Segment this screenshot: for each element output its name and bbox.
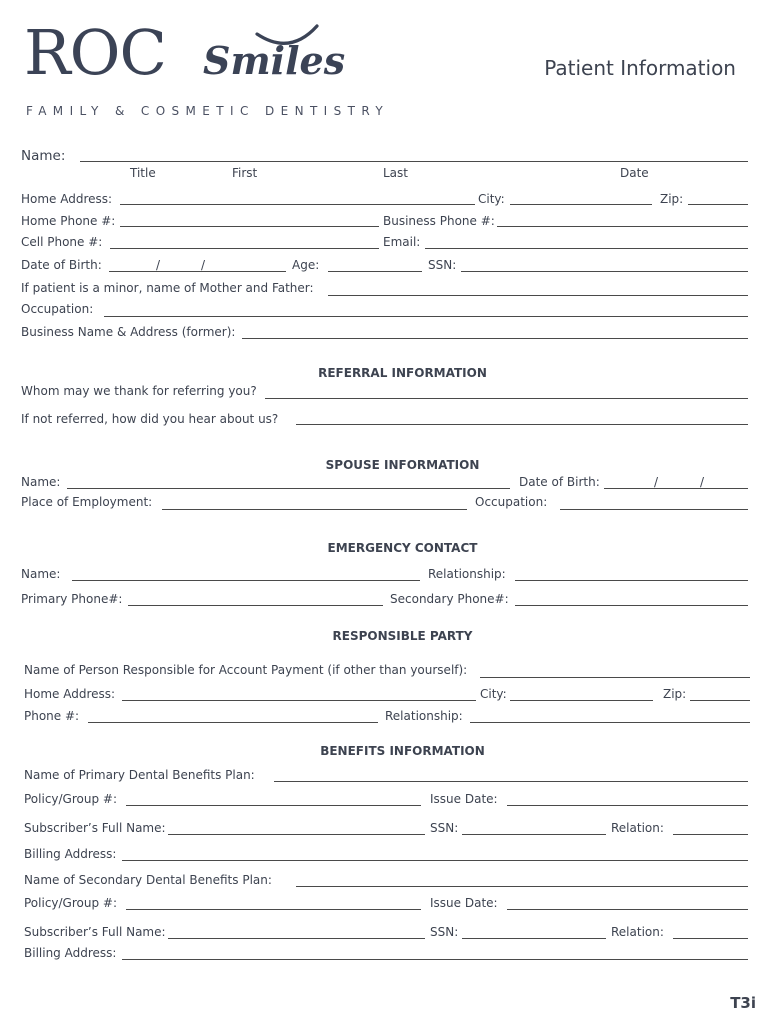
cell-phone-field[interactable] bbox=[110, 248, 379, 249]
email-label: Email: bbox=[383, 235, 421, 249]
subscriber-name-label: Subscriber’s Full Name: bbox=[24, 925, 166, 939]
spouse-employment-label: Place of Employment: bbox=[21, 495, 153, 509]
subscriber-name-field[interactable] bbox=[168, 834, 425, 835]
referral-thank-field[interactable] bbox=[265, 398, 748, 399]
secondary-plan-field[interactable] bbox=[296, 886, 748, 887]
issue-date-label: Issue Date: bbox=[430, 792, 498, 806]
cell-phone-label: Cell Phone #: bbox=[21, 235, 103, 249]
ssn-field[interactable] bbox=[461, 271, 748, 272]
subscriber-name-label: Subscriber’s Full Name: bbox=[24, 821, 166, 835]
logo-smiles-text: Smiles bbox=[203, 38, 346, 83]
name-first-sublabel: First bbox=[232, 166, 258, 180]
issue-date-field[interactable] bbox=[507, 805, 748, 806]
benefits-heading: BENEFITS INFORMATION bbox=[320, 744, 485, 758]
form-code: T3i bbox=[730, 994, 756, 1012]
city-field[interactable] bbox=[510, 204, 652, 205]
responsible-zip-field[interactable] bbox=[690, 700, 750, 701]
city-label: City: bbox=[478, 192, 505, 206]
subscriber-relation-label: Relation: bbox=[611, 925, 664, 939]
emergency-name-label: Name: bbox=[21, 567, 61, 581]
spouse-employment-field[interactable] bbox=[162, 509, 467, 510]
subscriber-ssn-field[interactable] bbox=[462, 938, 606, 939]
dob-field[interactable] bbox=[109, 271, 286, 272]
business-phone-label: Business Phone #: bbox=[383, 214, 495, 228]
home-address-field[interactable] bbox=[120, 204, 475, 205]
minor-parents-field[interactable] bbox=[328, 295, 748, 296]
subscriber-ssn-field[interactable] bbox=[462, 834, 606, 835]
business-name-label: Business Name & Address (former): bbox=[21, 325, 236, 339]
responsible-person-field[interactable] bbox=[480, 677, 750, 678]
referral-heading: REFERRAL INFORMATION bbox=[318, 366, 487, 380]
emergency-heading: EMERGENCY CONTACT bbox=[327, 541, 478, 555]
age-label: Age: bbox=[292, 258, 320, 272]
home-address-label: Home Address: bbox=[21, 192, 113, 206]
responsible-city-field[interactable] bbox=[510, 700, 653, 701]
responsible-relationship-label: Relationship: bbox=[385, 709, 463, 723]
policy-group-field[interactable] bbox=[126, 909, 421, 910]
occupation-label: Occupation: bbox=[21, 302, 94, 316]
home-phone-label: Home Phone #: bbox=[21, 214, 116, 228]
name-last-sublabel: Last bbox=[383, 166, 408, 180]
dob-slash: / bbox=[201, 258, 206, 272]
home-phone-field[interactable] bbox=[120, 226, 379, 227]
spouse-occupation-label: Occupation: bbox=[475, 495, 548, 509]
name-label: Name: bbox=[21, 148, 66, 164]
zip-field[interactable] bbox=[688, 204, 748, 205]
spouse-occupation-field[interactable] bbox=[560, 509, 748, 510]
billing-address-label: Billing Address: bbox=[24, 946, 117, 960]
spouse-dob-field[interactable] bbox=[604, 488, 748, 489]
subscriber-name-field[interactable] bbox=[168, 938, 425, 939]
referral-thank-label: Whom may we thank for referring you? bbox=[21, 384, 257, 398]
policy-group-field[interactable] bbox=[126, 805, 421, 806]
name-field[interactable] bbox=[80, 161, 748, 162]
subscriber-relation-field[interactable] bbox=[673, 834, 748, 835]
emergency-relationship-label: Relationship: bbox=[428, 567, 506, 581]
issue-date-field[interactable] bbox=[507, 909, 748, 910]
spouse-heading: SPOUSE INFORMATION bbox=[325, 458, 480, 472]
subscriber-ssn-label: SSN: bbox=[430, 925, 459, 939]
primary-phone-label: Primary Phone#: bbox=[21, 592, 123, 606]
responsible-address-label: Home Address: bbox=[24, 687, 116, 701]
spouse-dob-label: Date of Birth: bbox=[519, 475, 600, 489]
responsible-address-field[interactable] bbox=[122, 700, 476, 701]
responsible-phone-field[interactable] bbox=[88, 722, 378, 723]
name-date-sublabel: Date bbox=[620, 166, 649, 180]
spouse-name-field[interactable] bbox=[67, 488, 510, 489]
responsible-person-label: Name of Person Responsible for Account Payment (if other than yourself): bbox=[24, 663, 468, 677]
issue-date-label: Issue Date: bbox=[430, 896, 498, 910]
emergency-relationship-field[interactable] bbox=[515, 580, 748, 581]
business-name-field[interactable] bbox=[242, 338, 748, 339]
email-field[interactable] bbox=[425, 248, 748, 249]
dob-slash: / bbox=[156, 258, 161, 272]
emergency-name-field[interactable] bbox=[72, 580, 420, 581]
policy-group-label: Policy/Group #: bbox=[24, 792, 118, 806]
not-referred-field[interactable] bbox=[296, 424, 748, 425]
billing-address-label: Billing Address: bbox=[24, 847, 117, 861]
dob-label: Date of Birth: bbox=[21, 258, 102, 272]
not-referred-label: If not referred, how did you hear about us? bbox=[21, 412, 279, 426]
primary-phone-field[interactable] bbox=[128, 605, 383, 606]
ssn-label: SSN: bbox=[428, 258, 457, 272]
secondary-phone-label: Secondary Phone#: bbox=[390, 592, 509, 606]
subscriber-relation-label: Relation: bbox=[611, 821, 664, 835]
minor-parents-label: If patient is a minor, name of Mother and Father: bbox=[21, 281, 314, 295]
policy-group-label: Policy/Group #: bbox=[24, 896, 118, 910]
subscriber-relation-field[interactable] bbox=[673, 938, 748, 939]
subscriber-ssn-label: SSN: bbox=[430, 821, 459, 835]
responsible-relationship-field[interactable] bbox=[470, 722, 750, 723]
name-title-sublabel: Title bbox=[130, 166, 156, 180]
secondary-plan-label: Name of Secondary Dental Benefits Plan: bbox=[24, 873, 272, 887]
logo-roc-text: ROC bbox=[24, 16, 166, 89]
primary-plan-field[interactable] bbox=[274, 781, 748, 782]
responsible-phone-label: Phone #: bbox=[24, 709, 80, 723]
billing-address-field[interactable] bbox=[122, 860, 748, 861]
logo-tagline: FAMILY & COSMETIC DENTISTRY bbox=[26, 104, 390, 118]
spouse-dob-slash: / bbox=[700, 475, 705, 489]
page-title: Patient Information bbox=[544, 56, 736, 80]
responsible-zip-label: Zip: bbox=[663, 687, 687, 701]
age-field[interactable] bbox=[328, 271, 422, 272]
responsible-heading: RESPONSIBLE PARTY bbox=[332, 629, 473, 643]
business-phone-field[interactable] bbox=[497, 226, 748, 227]
primary-plan-label: Name of Primary Dental Benefits Plan: bbox=[24, 768, 255, 782]
zip-label: Zip: bbox=[660, 192, 684, 206]
responsible-city-label: City: bbox=[480, 687, 507, 701]
billing-address-field[interactable] bbox=[122, 959, 748, 960]
secondary-phone-field[interactable] bbox=[515, 605, 748, 606]
spouse-name-label: Name: bbox=[21, 475, 61, 489]
occupation-field[interactable] bbox=[104, 316, 748, 317]
spouse-dob-slash: / bbox=[654, 475, 659, 489]
